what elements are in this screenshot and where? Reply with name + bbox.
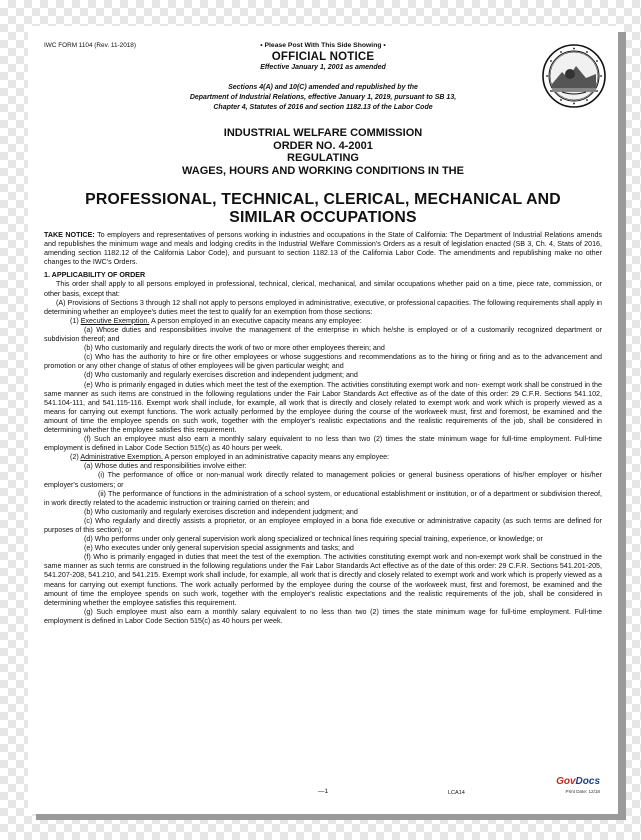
official-notice-title: OFFICIAL NOTICE <box>271 51 375 63</box>
state-seal-icon <box>542 44 606 108</box>
page-number: —1 <box>318 788 329 795</box>
clause-subitem: (ii) The performance of functions in the administration of a school system, or educational establishment or institution, or of a department or subdivision thereof, in work directly related to the academic instruction or training carried on therein; and <box>44 489 602 507</box>
order-title-line: SIMILAR OCCUPATIONS <box>229 209 417 226</box>
administrative-exemption <box>44 453 602 462</box>
executive-exemption-label: Executive Exemption. <box>80 316 150 325</box>
amendment-note <box>44 83 602 113</box>
executive-exemption-text: A person employed in an executive capacity means any employee: <box>149 316 362 325</box>
clause-item: (e) Who executes under only general supervision special assignments and tasks; and <box>84 544 354 553</box>
administrative-number: (2) <box>70 453 81 462</box>
commission-line: INDUSTRIAL WELFARE COMMISSION <box>223 127 423 139</box>
executive-exemption <box>44 317 602 326</box>
commission-heading <box>44 127 602 177</box>
document-page <box>28 26 618 814</box>
commission-line: REGULATING <box>287 152 359 164</box>
clause-item: (a) Whose duties and responsibilities involve either: <box>84 462 247 471</box>
post-notice: • Please Post With This Side Showing • <box>260 42 386 49</box>
order-title-line: PROFESSIONAL, TECHNICAL, CLERICAL, MECHANICAL AND <box>85 191 561 208</box>
clause-item: (f) Such an employee must also earn a monthly salary equivalent to no less than two (2) times the state minimum wage for full-time employment. Full-time employment is defined in Labor Code Section 515(c) as 40 hours per week. <box>44 435 602 453</box>
clause-item: (d) Who customarily and regularly exercises discretion and independent judgment; and <box>84 371 358 380</box>
logo-docs: Docs <box>575 776 600 787</box>
form-number: IWC FORM 1104 (Rev. 11-2018) <box>44 42 136 49</box>
clause-item: (e) Who is primarily engaged in duties which meet the test of the exemption. The activities constituting exempt work and non- exempt work shall be construed in the same manner as such items are construed in the following regulations under the Fair Labor Standards Act effective as of the date of this order: 29 C.F.R. Sections 541.102, 541.104-111, and 541.115-116. Exempt work shall include, for example, all work that is directly and closely related to exempt work and work which is properly viewed as a means for carrying out exempt functions. The work actually performed by the employee during the course of the workweek must, first and foremost, be examined and the amount of time the employee spends on such work, together with the employer's realistic expectations and the realistic requirements of the job, shall be considered in determining whether the employee satisfies this requirement. <box>44 380 602 434</box>
section-heading: 1. APPLICABILITY OF ORDER <box>44 271 146 280</box>
clause-item: (c) Who regularly and directly assists a proprietor, or an employee employed in a bona fide executive or administrative capacity (as such terms are defined for purposes of this section); or <box>44 516 602 534</box>
take-notice-label: TAKE NOTICE: <box>44 231 95 239</box>
administrative-exemption-label: Administrative Exemption. <box>80 453 163 462</box>
commission-line: ORDER NO. 4-2001 <box>273 139 373 152</box>
clause-item: (b) Who customarily and regularly exercises discretion and independent judgment; and <box>84 507 358 516</box>
order-title <box>44 191 602 227</box>
commission-line: WAGES, HOURS AND WORKING CONDITIONS IN THE <box>182 164 464 177</box>
form-code: LCA14 <box>448 790 465 796</box>
clause-subitem: (i) The performance of office or non-manual work directly related to management policies or general business operations of his/her employer or his/her employer's customers; or <box>44 471 602 489</box>
order-body <box>44 231 602 626</box>
clause-item: (a) Whose duties and responsibilities involve the management of the enterprise in which he/she is employed or of a customarily recognized department or subdivision thereof; and <box>44 325 602 344</box>
clause-item: (c) Who has the authority to hire or fire other employees or whose suggestions and recommendations as to the hiring or firing and as to the advancement and promotion or any other change of status of other employees will be given particular weight; and <box>44 353 602 371</box>
clause-item: (d) Who performs under only general supervision work along specialized or technical lines requiring special training, experience, or knowledge; or <box>84 535 543 544</box>
section-intro: This order shall apply to all persons employed in professional, technical, clerical, mechanical, and similar occupations whether paid on a time, piece rate, commission, or other basis, except that: <box>44 280 602 298</box>
clause-item: (b) Who customarily and regularly directs the work of two or more other employees therein; and <box>84 344 385 353</box>
effective-date: Effective January 1, 2001 as amended <box>260 64 386 71</box>
amendment-line: Chapter 4, Statutes of 2016 and section 1182.13 of the Labor Code <box>213 104 433 111</box>
page-footer <box>28 776 618 806</box>
amendment-line: Department of Industrial Relations, effective January 1, 2019, pursuant to SB 13, <box>189 94 457 101</box>
govdocs-logo <box>556 776 600 787</box>
administrative-exemption-text: A person employed in an administrative capacity means any employee: <box>162 453 390 462</box>
executive-number: (1) <box>70 316 81 325</box>
logo-gov: Gov <box>556 776 576 787</box>
subsection-a: (A) Provisions of Sections 3 through 12 shall not apply to persons employed in administrative, executive, or professional capacities. The following requirements shall apply in determining whether an employee's duties meet the test to qualify for an exemption from those sections: <box>44 298 602 316</box>
notice-header <box>44 42 602 227</box>
amendment-line: Sections 4(A) and 10(C) amended and republished by the <box>228 84 418 91</box>
clause-item: (f) Who is primarily engaged in duties that meet the test of the exemption. The activities constituting exempt work and non-exempt work shall be construed in the same manner as such terms are construed in the following regulations under the Fair Labor Standards Act effective as of the date of this order: 29 C.F.R. Sections 541.201-205, 541.207-208, 541.210, and 541.215. Exempt work shall include, for example, all work that is directly and closely related to exempt work and work which is properly viewed as a means for carrying out exempt functions. The work actually performed by the employee during the course of the workweek must, first and foremost, be examined and the amount of time the employee spends on such work, together with the employer's realistic expectations and the realistic requirements of the job, shall be considered in determining whether the employee satisfies this requirement. <box>44 553 602 607</box>
print-date: Print Date: 12/18 <box>565 789 600 794</box>
take-notice-paragraph <box>44 231 602 267</box>
take-notice-text: To employers and representatives of persons working in industries and occupations in the State of California: The Department of Industrial Relations amends and republishes the minimum wage and meals and lodging credits in the Industrial Welfare Commission's Orders as a result of legislation enacted (SB 3, Ch. 4, Stats of 2016, amending section 1182.12 of the California Labor Code), and pursuant to section 1182.13 of the California Labor Code. The amendments and republishing make no other changes to the IWC's Orders. <box>44 231 602 267</box>
clause-item: (g) Such employee must also earn a monthly salary equivalent to no less than two (2) times the state minimum wage for full-time employment. Full-time employment is defined in Labor Code Section 515(c) as 40 hours per week. <box>44 607 602 625</box>
